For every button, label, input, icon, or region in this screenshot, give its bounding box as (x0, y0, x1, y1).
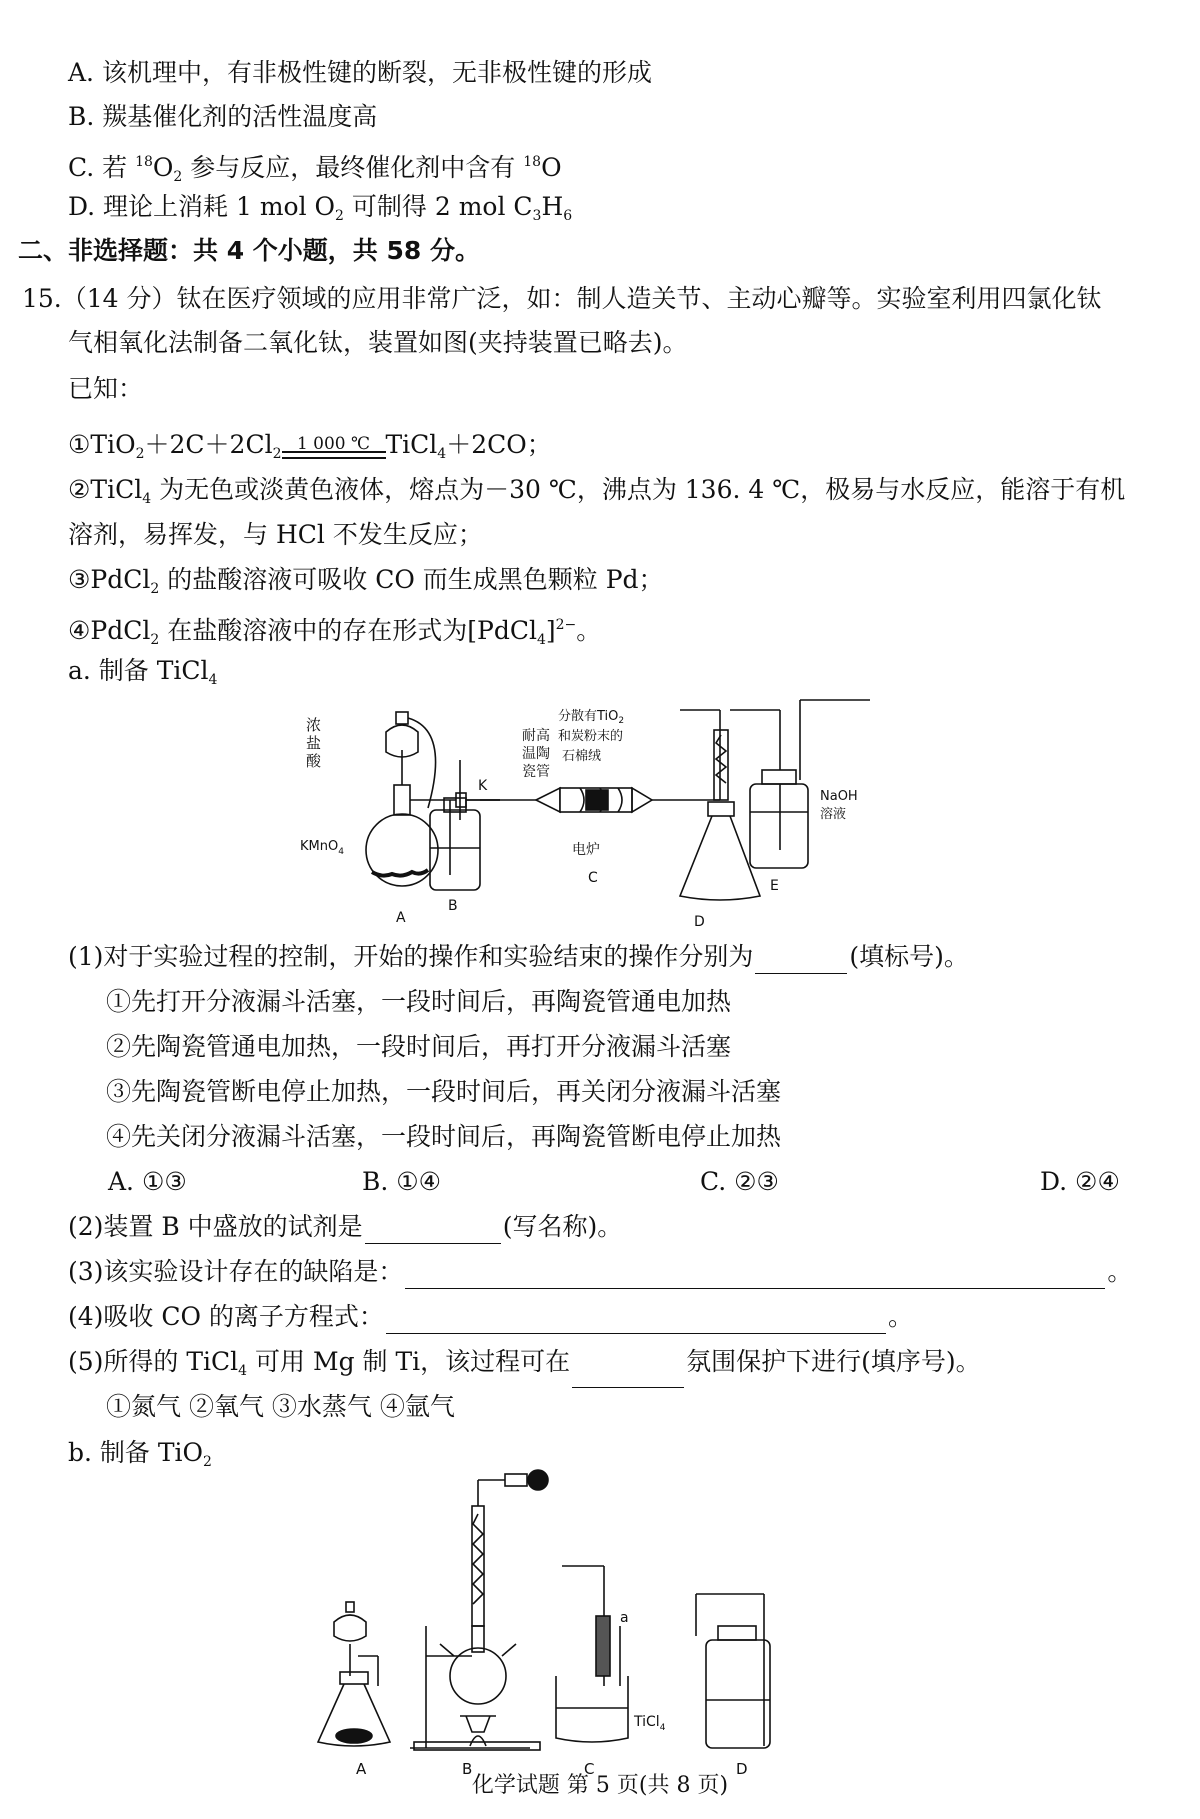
furnace-label: 电炉 (572, 842, 600, 858)
generator-a (318, 1602, 390, 1746)
answer-blank-5[interactable] (572, 1361, 684, 1388)
section-title: 二、非选择题：共 4 个小题，共 58 分。 (18, 236, 481, 265)
k-label: K (478, 778, 488, 794)
sub-question-1: (1)对于实验过程的控制，开始的操作和实验结束的操作分别为 (填标号)。 (68, 940, 969, 974)
sub-question-2: (2)装置 B 中盛放的试剂是 (写名称)。 (68, 1210, 622, 1244)
fig2-letter-d: D (736, 1760, 748, 1778)
choice-d: D. ②④ (1040, 1167, 1120, 1196)
option-b: B. 羰基催化剂的活性温度高 (68, 102, 378, 131)
fig2-letter-c: C (584, 1760, 595, 1778)
known-1-equation: $①TiO_2+2C+2Cl_2$ 1 000 ℃ TiCl$_4$＋2CO； (68, 428, 552, 471)
answer-blank-2[interactable] (365, 1217, 501, 1244)
apparatus-figure-2 (320, 1476, 920, 1778)
letter-e: E (770, 878, 779, 894)
letter-c: C (588, 870, 598, 886)
step-option-1: ①先打开分液漏斗活塞，一段时间后，再陶瓷管通电加热 (106, 987, 732, 1016)
valve-k (456, 793, 466, 807)
ticl4-label: TiCl$_4$ (634, 1714, 666, 1733)
wool-label-1: 分散有TiO$_2$ (558, 709, 625, 726)
answer-blank-1[interactable] (755, 947, 847, 974)
answer-blank-4[interactable] (386, 1307, 886, 1334)
apparatus-figure-1 (300, 690, 940, 930)
answer-blank-3[interactable] (405, 1262, 1105, 1289)
conc-hcl-2: 盐 (306, 734, 322, 752)
choice-c: C. ②③ (700, 1167, 779, 1196)
q15-intro-line2: 气相氧化法制备二氧化钛，装置如图(夹持装置已略去)。 (68, 328, 688, 357)
option-d: D. 理论上消耗 1 mol $O_2$ 可制得 2 mol $C_3H_6$ (68, 192, 573, 224)
choice-b: B. ①④ (362, 1167, 442, 1196)
letter-d: D (694, 914, 705, 930)
q15-intro-line1: 15.（14 分）钛在医疗领域的应用非常广泛，如：制人造关节、主动心瓣等。实验室利用四氯化钛 (22, 284, 1102, 313)
sub-question-5: (5)所得的 TiCl$_4$ 可用 Mg 制 Ti，该过程可在 氛围保护下进行(填序号)。 (68, 1345, 981, 1388)
conc-hcl-1: 浓 (306, 716, 322, 734)
reaction-condition: 1 000 ℃ (282, 451, 386, 471)
bottle-e (730, 700, 870, 868)
fig2-letter-b: B (462, 1760, 473, 1778)
letter-a: A (396, 910, 406, 926)
fig2-letter-a: A (356, 1760, 367, 1778)
conc-hcl-3: 酸 (306, 752, 322, 770)
naoh-label-1: NaOH (820, 789, 858, 804)
sub-question-3: (3)该实验设计存在的缺陷是： 。 (68, 1255, 1132, 1289)
tube-label-1: 耐高 (522, 728, 550, 744)
part-b-title: b. 制备 TiO$_2$ (68, 1438, 212, 1470)
flask-d (680, 710, 760, 900)
beaker-c (556, 1566, 628, 1742)
known-2-line1: ②TiCl$_4$ 为无色或淡黄色液体，熔点为－30 ℃，沸点为 136. 4 ℃，极易与水反应，能溶于有机 (68, 475, 1126, 507)
part-a-title: a. 制备 TiCl$_4$ (68, 656, 218, 688)
step-option-3: ③先陶瓷管断电停止加热，一段时间后，再关闭分液漏斗活塞 (106, 1077, 782, 1106)
reflux-setup-b (410, 1470, 548, 1750)
step-option-4: ④先关闭分液漏斗活塞，一段时间后，再陶瓷管断电停止加热 (106, 1122, 782, 1151)
gas-options: ①氮气 ②氧气 ③水蒸气 ④氩气 (106, 1392, 455, 1421)
known-4: ④PdCl$_2$ 在盐酸溶液中的存在形式为[PdCl$_4$]$^{2-}$。 (68, 616, 602, 648)
page-footer: 化学试题 第 5 页(共 8 页) (471, 1773, 729, 1798)
wool-label-2: 和炭粉末的 (558, 729, 624, 744)
wool-label-3: 石棉绒 (562, 749, 602, 764)
known-2-line2: 溶剂，易挥发，与 HCl 不发生反应； (68, 520, 483, 549)
kmno4-label: KMnO$_4$ (300, 839, 344, 857)
option-c: C. 若 $^{18}O_2$ 参与反应，最终催化剂中含有 $^{18}$O (68, 153, 562, 185)
sub-question-4: (4)吸收 CO 的离子方程式： 。 (68, 1300, 913, 1334)
known-3: ③PdCl$_2$ 的盐酸溶液可吸收 CO 而生成黑色颗粒 Pd； (68, 565, 664, 597)
tube-label-2: 温陶 (522, 746, 550, 762)
bottle-d (696, 1594, 770, 1748)
tube-label-3: 瓷管 (522, 764, 550, 780)
naoh-label-2: 溶液 (820, 807, 847, 822)
a-label: a (620, 1610, 629, 1626)
step-option-2: ②先陶瓷管通电加热，一段时间后，再打开分液漏斗活塞 (106, 1032, 732, 1061)
letter-b: B (448, 898, 458, 914)
ceramic-tube-c (480, 788, 720, 812)
known-label: 已知： (68, 374, 144, 403)
bottle-b (430, 760, 500, 890)
option-a: A. 该机理中，有非极性键的断裂，无非极性键的形成 (68, 58, 652, 87)
choice-a: A. ①③ (108, 1167, 187, 1196)
